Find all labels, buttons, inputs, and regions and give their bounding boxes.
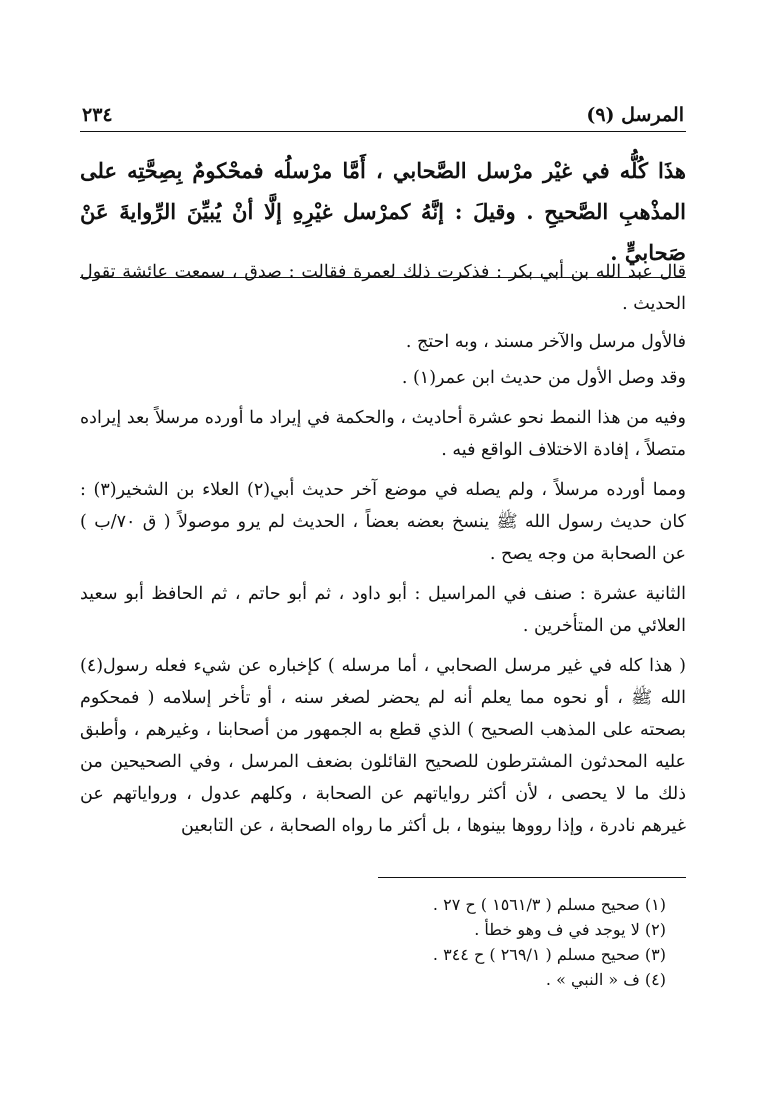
running-header xyxy=(80,101,686,132)
commentary-paragraph-7: ( هذا كله في غير مرسل الصحابي ، أما مرسله ) كإخباره عن شيء فعله رسول(٤) الله ﷺ ، أو نحوه مما يعلم أنه لم يحضر لصغر سنه ، أو تأخر إسلامه ( فمحكوم بصحته على المذهب الصحيح ) الذي قطع به الجمهور من أصحابنا ، وغيرهم ، وأطبق عليه المحدثون المشترطون للصحيح القائلون بضعف المرسل ، وفي الصحيحين من ذلك ما لا يحصى ، لأن أكثر رواياتهم عن الصحابة ، وكلهم عدول ، ورواياتهم عن غيرهم نادرة ، وإذا رووها بينوها ، بل أكثر ما رواه الصحابة ، عن التابعين xyxy=(80,656,686,836)
commentary-paragraph-2: فالأول مرسل والآخر مسند ، وبه احتج . xyxy=(405,332,686,352)
footnote-2: (٢) لا يوجد في ف وهو خطأ . xyxy=(474,920,666,939)
commentary-paragraph-5: ومما أورده مرسلاً ، ولم يصله في موضع آخر حديث أبي(٢) العلاء بن الشخير(٣) : كان حديث رسول الله ﷺ ينسخ بعضه بعضاً ، الحديث لم يرو موصولاً ( ق ٧٠/ب ) عن الصحابة من وجه يصح . xyxy=(80,480,686,564)
commentary-paragraph-6: الثانية عشرة : صنف في المراسيل : أبو داود ، ثم أبو حاتم ، ثم الحافظ أبو سعيد العلائي من المتأخرين . xyxy=(80,584,686,636)
commentary-column xyxy=(80,256,686,842)
chapter-title: (٩) المرسل xyxy=(586,104,684,126)
footnote-separator xyxy=(378,877,686,878)
commentary-paragraph-3: وقد وصل الأول من حديث ابن عمر(١) . xyxy=(401,368,686,388)
footnote-3: (٣) صحيح مسلم ( ٢٦٩/١ ) ح ٣٤٤ . xyxy=(432,945,666,964)
page-number: ٢٣٤ xyxy=(82,104,113,126)
commentary-paragraph-4: وفيه من هذا النمط نحو عشرة أحاديث ، والحكمة في إيراد ما أورده مرسلاً بعد إيراده متصلاً ، إفادة الاختلاف الواقع فيه . xyxy=(80,408,686,460)
footnote-4: (٤) ف « النبي » . xyxy=(545,970,666,989)
footnotes xyxy=(80,892,686,992)
commentary-paragraph-1-text: قال عبد الله بن أبي بكر : فذكرت ذلك لعمرة فقالت : صدق ، سمعت عائشة تقول الحديث . xyxy=(80,262,686,314)
matn-text: هذَا كُلُّه في غيْر مرْسل الصَّحابي ، أَمَّا مرْسلُه فمحْكومٌ بِصِحَّتِه على المذْهبِ الصَّحيحِ . وقيلَ : إنَّهُ كمرْسل غيْرِهِ إلَّا أنْ يُبيِّنَ الرِّوايةَ عَنْ صَحابيٍّ . xyxy=(80,150,686,278)
footnote-1: (١) صحيح مسلم ( ١٥٦١/٣ ) ح ٢٧ . xyxy=(432,895,666,914)
